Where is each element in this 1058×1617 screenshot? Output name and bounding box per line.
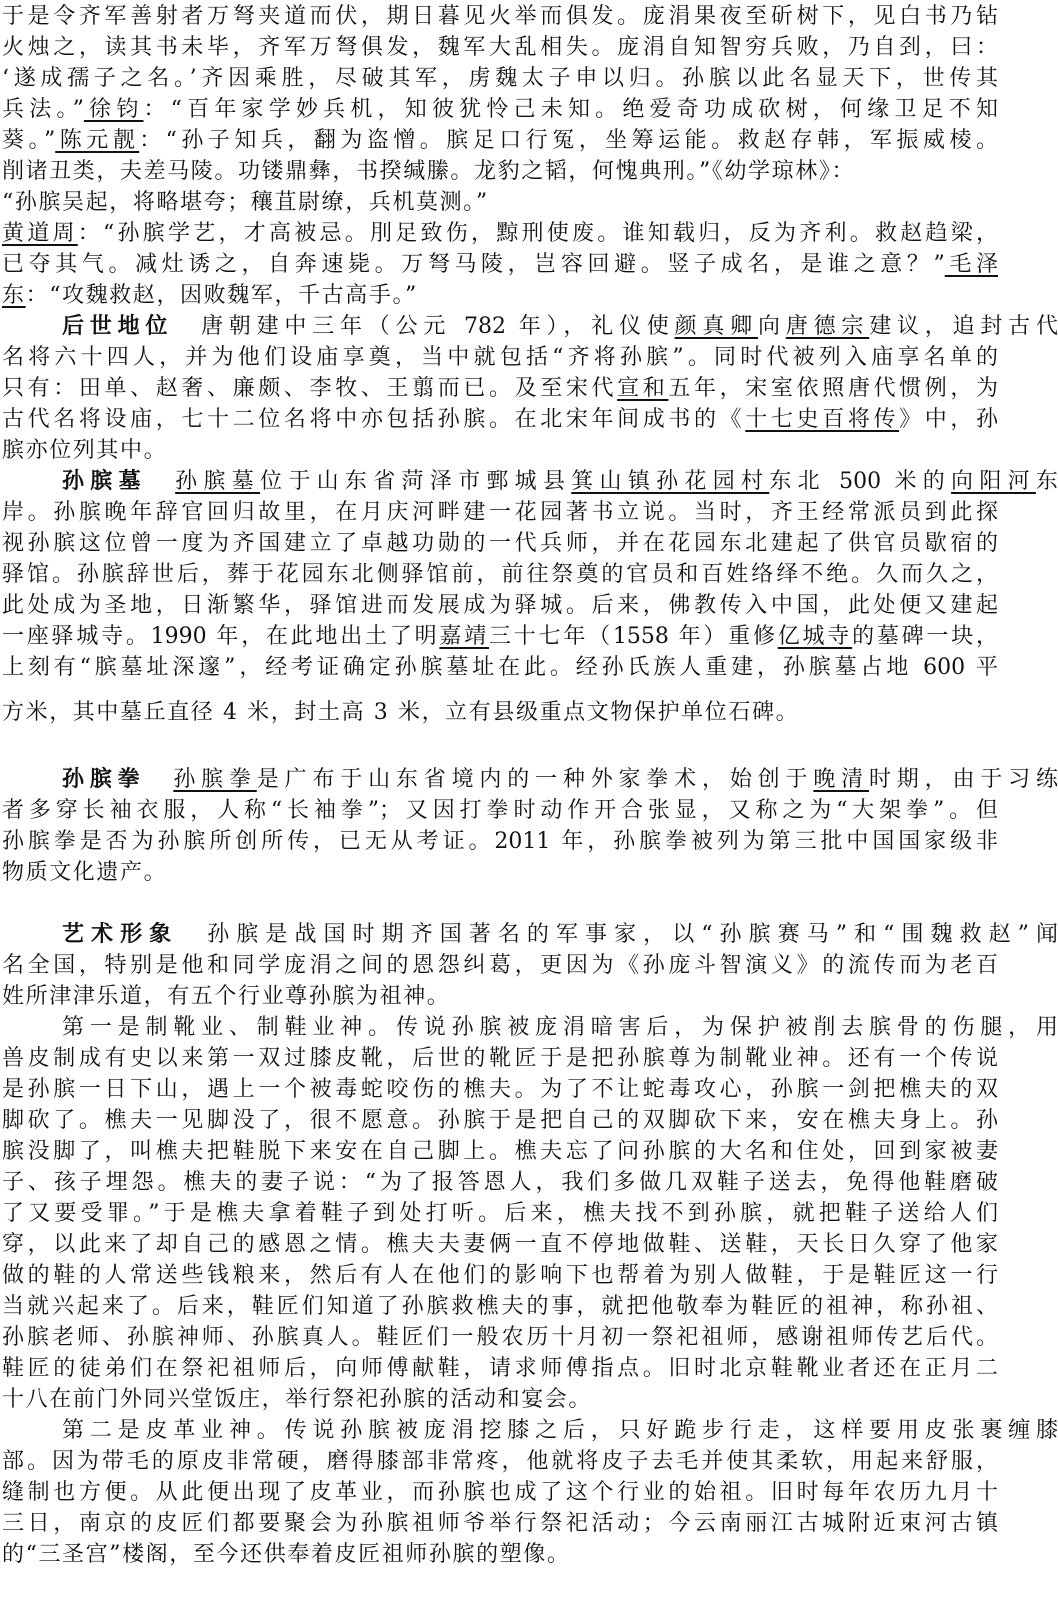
- text-run: 火烛之，读其书未毕，齐军万弩俱发，魏军大乱相失。庞涓自知智穷兵败，乃自刭，曰：: [2, 35, 998, 60]
- text-run: [147, 469, 175, 494]
- text-line: [2, 281, 998, 311]
- text-run: ：“攻魏救赵，因败魏军，千古高手。”: [25, 283, 418, 308]
- text-line: [2, 698, 998, 728]
- text-run: ：“百年家学妙兵机，知彼犹怜己未知。绝爱奇功成砍树，何缘卫足不知: [143, 97, 998, 122]
- text-line: [2, 1447, 998, 1477]
- text-run: 已夺其气。减灶诱之，自奔速毙。万弩马陵，岂容回避。竖子成名，是谁之意？”: [2, 252, 945, 277]
- text-line: [2, 1230, 998, 1260]
- text-run: 的墓碑一块，: [852, 624, 998, 649]
- hyperlink-term[interactable]: 徐钧: [83, 97, 144, 122]
- hyperlink-term[interactable]: 东: [2, 283, 26, 308]
- text-line: [2, 1540, 998, 1570]
- text-line: [2, 982, 998, 1012]
- text-run: 唐朝建中三年（公元 782 年），礼仪使: [173, 314, 675, 339]
- text-run: 视孙膑这位曾一度为齐国建立了卓越功勋的一代兵师，并在花园东北建起了供官员歇宿的: [2, 531, 998, 556]
- text-line: [2, 827, 998, 857]
- hyperlink-term[interactable]: 晚清: [813, 767, 869, 792]
- text-run: 穿，以此来了却自己的感恩之情。樵夫夫妻俩一直不停地做鞋、送鞋，天长日久穿了他家: [2, 1232, 998, 1257]
- text-run: 》中，孙: [899, 407, 998, 432]
- text-line: [2, 1199, 998, 1229]
- hyperlink-term[interactable]: 宣和: [617, 376, 669, 401]
- text-run: 东: [1035, 469, 1058, 494]
- text-line: [2, 951, 998, 981]
- text-run: 方米，其中墓丘直径 4 米，封土高 3 米，立有县级重点文物保护单位石碑。: [2, 700, 800, 725]
- text-run: 东北 500 米的: [769, 469, 952, 494]
- text-run: 此处成为圣地，日渐繁华，驿馆进而发展成为驿城。后来，佛教传入中国，此处便又建起: [2, 593, 998, 618]
- text-run: 姓所津津乐道，有五个行业尊孙膑为祖神。: [2, 984, 451, 1009]
- text-line: [2, 498, 998, 528]
- text-line: [2, 1478, 998, 1508]
- text-run: 当就兴起来了。后来，鞋匠们知道了孙膑救樵夫的事，就把他敬奉为鞋匠的祖神，称孙祖、: [2, 1294, 998, 1319]
- text-run: 名将六十四人，并为他们设庙享奠，当中就包括“齐将孙膑”。同时代被列入庙享名单的: [2, 345, 998, 370]
- text-run: 第二是皮革业神。传说孙膑被庞涓挖膝之后，只好跪步行走，这样要用皮张裹缠膝: [62, 1418, 1058, 1443]
- text-run: 第一是制靴业、制鞋业神。传说孙膑被庞涓暗害后，为保护被削去膑骨的伤腿，用: [62, 1015, 1058, 1040]
- text-run: 时期，由于习练: [868, 767, 1058, 792]
- text-run: 了又要受罪。”于是樵夫拿着鞋子到处打听。后来，樵夫找不到孙膑，就把鞋子送给人们: [2, 1201, 998, 1226]
- text-line: [2, 591, 998, 621]
- text-run: 部。因为带毛的原皮非常硬，磨得膝部非常疼，他就将皮子去毛并使其柔软，用起来舒服，: [2, 1449, 998, 1474]
- text-run: 三十七年（1558 年）重修: [488, 624, 778, 649]
- text-line: [2, 1168, 998, 1198]
- text-line: [2, 1075, 998, 1105]
- hyperlink-term[interactable]: 毛泽: [944, 252, 998, 277]
- text-line: [2, 467, 1058, 497]
- text-run: ：“孙子知兵，翻为盗憎。膑足口行冤，坐筹运能。救赵存韩，军振威棱。: [139, 128, 999, 153]
- section-heading: 孙膑拳: [62, 767, 146, 792]
- text-line: [2, 2, 998, 32]
- text-line: [2, 1261, 998, 1291]
- text-run: 做的鞋的人常送些钱粮来，然后有人在他们的影响下也帮着为别人做鞋，于是鞋匠这一行: [2, 1263, 998, 1288]
- text-line: [2, 765, 1058, 795]
- text-line: [2, 1106, 998, 1136]
- text-run: 只有：田单、赵奢、廉颇、李牧、王翦而已。及至宋代: [2, 376, 618, 401]
- text-line: [2, 1385, 998, 1415]
- text-run: 向: [757, 314, 786, 339]
- text-line: [2, 126, 998, 156]
- hyperlink-term[interactable]: 唐德宗: [785, 314, 870, 339]
- text-line: [2, 436, 998, 466]
- text-run: “孙膑吴起，将略堪夸；穰苴尉缭，兵机莫测。”: [2, 190, 489, 215]
- hyperlink-term[interactable]: 孙膑墓: [175, 469, 261, 494]
- text-run: 兽皮制成有史以来第一双过膝皮靴，后世的靴匠于是把孙膑尊为制靴业神。还有一个传说: [2, 1046, 998, 1071]
- text-run: 名全国，特别是他和同学庞涓之间的恩怨纠葛，更因为《孙庞斗智演义》的流传而为老百: [2, 953, 998, 978]
- text-line: [2, 374, 998, 404]
- hyperlink-term[interactable]: 十七史百将传: [745, 407, 900, 432]
- text-line: [2, 1137, 998, 1167]
- text-line: [2, 858, 998, 888]
- text-run: 驿馆。孙膑辞世后，葬于花园东北侧驿馆前，前往祭奠的官员和百姓络绎不绝。久而久之，: [2, 562, 998, 587]
- text-run: 建议，追封古代: [869, 314, 1058, 339]
- section-heading: 艺术形象: [62, 922, 179, 947]
- text-line: [2, 33, 998, 63]
- text-run: [145, 767, 173, 792]
- text-run: 五年，宋室依照唐代惯例，为: [668, 376, 998, 401]
- hyperlink-term[interactable]: 颜真卿: [674, 314, 758, 339]
- text-line: [2, 405, 998, 435]
- hyperlink-term[interactable]: 陈元靓: [55, 128, 140, 153]
- text-line: [2, 188, 998, 218]
- text-run: 孙膑老师、孙膑神师、孙膑真人。鞋匠们一般农历十月初一祭祀祖师，感谢祖师传艺后代。: [2, 1325, 998, 1350]
- text-run: 者多穿长袖衣服，人称“长袖拳”；又因打拳时动作开合张显，又称之为“大架拳”。但: [2, 798, 998, 823]
- text-run: 膑没脚了，叫樵夫把鞋脱下来安在自己脚上。樵夫忘了问孙膑的大名和住处，回到家被妻: [2, 1139, 998, 1164]
- text-run: 三日，南京的皮匠们都要聚会为孙膑祖师爷举行祭祀活动；今云南丽江古城附近束河古镇: [2, 1511, 998, 1536]
- section-heading: 孙膑墓: [62, 469, 147, 494]
- text-run: ：“孙膑学艺，才高被忌。刖足致伤，黥刑使废。谁知载归，反为齐利。救赵趋梁，: [77, 221, 998, 246]
- text-line: [2, 1292, 998, 1322]
- hyperlink-term[interactable]: 孙膑拳: [173, 767, 257, 792]
- text-line: [2, 64, 998, 94]
- text-line: [2, 920, 1058, 950]
- text-run: 一座驿城寺。1990 年，在此地出土了明: [2, 624, 440, 649]
- text-run: 孙膑是战国时期齐国著名的军事家，以“孙膑赛马”和“围魏救赵”闻: [178, 922, 1058, 947]
- text-line: [2, 343, 998, 373]
- text-line: [2, 1044, 998, 1074]
- section-heading: 后世地位: [62, 314, 174, 339]
- text-line: [2, 1509, 998, 1539]
- hyperlink-term[interactable]: 亿城寺: [777, 624, 853, 649]
- text-line: [2, 1354, 998, 1384]
- text-line: [2, 1416, 1058, 1446]
- hyperlink-term[interactable]: 箕山镇孙花园村: [571, 469, 770, 494]
- text-line: [2, 219, 998, 249]
- text-line: [2, 312, 1058, 342]
- text-line: [2, 560, 998, 590]
- text-line: [2, 157, 998, 187]
- text-run: 削诸丑类，夫差马陵。功镂鼎彝，书揆缄縢。龙豹之韬，何愧典刑。”《幼学琼林》：: [2, 159, 856, 184]
- text-run: 脚砍了。樵夫一见脚没了，很不愿意。孙膑于是把自己的双脚砍下来，安在樵夫身上。孙: [2, 1108, 998, 1133]
- text-run: 是广布于山东省境内的一种外家拳术，始创于: [256, 767, 814, 792]
- hyperlink-term[interactable]: 嘉靖: [439, 624, 489, 649]
- text-line: [2, 653, 998, 683]
- text-line: [2, 250, 998, 280]
- text-run: 十八在前门外同兴堂饭庄，举行祭祀孙膑的活动和宴会。: [2, 1387, 593, 1412]
- text-run: 上刻有“膑墓址深邃”，经考证确定孙膑墓址在此。经孙氏族人重建，孙膑墓占地 600 平: [2, 655, 998, 680]
- text-run: 物质文化遗产。: [2, 860, 168, 885]
- text-run: 古代名将设庙，七十二位名将中亦包括孙膑。在北宋年间成书的《: [2, 407, 746, 432]
- text-run: 于是令齐军善射者万弩夹道而伏，期日暮见火举而俱发。庞涓果夜至斫树下，见白书乃钻: [2, 4, 998, 29]
- text-line: [2, 796, 998, 826]
- text-line: [2, 529, 998, 559]
- text-run: 鞋匠的徒弟们在祭祀祖师后，向师傅献鞋，请求师傅指点。旧时北京鞋靴业者还在正月二: [2, 1356, 998, 1381]
- text-line: [2, 1323, 998, 1353]
- text-run: 岸。孙膑晚年辞官回归故里，在月庆河畔建一花园著书立说。当时，齐王经常派员到此探: [2, 500, 998, 525]
- text-run: 是孙膑一日下山，遇上一个被毒蛇咬伤的樵夫。为了不让蛇毒攻心，孙膑一剑把樵夫的双: [2, 1077, 998, 1102]
- text-run: 孙膑拳是否为孙膑所创所传，已无从考证。2011 年，孙膑拳被列为第三批中国国家级非: [2, 829, 998, 854]
- text-run: ‘遂成孺子之名。’齐因乘胜，尽破其军，虏魏太子申以归。孙膑以此名显天下，世传其: [2, 66, 998, 91]
- text-line: [2, 1013, 1058, 1043]
- hyperlink-term[interactable]: 黄道周: [2, 221, 78, 246]
- text-line: [2, 622, 998, 652]
- text-line: [2, 95, 998, 125]
- text-run: 位于山东省菏泽市鄄城县: [260, 469, 572, 494]
- text-run: 膑亦位列其中。: [2, 438, 168, 463]
- text-run: 子、孩子埋怨。樵夫的妻子说：“为了报答恩人，我们多做几双鞋子送去，免得他鞋磨破: [2, 1170, 998, 1195]
- text-run: 的“三圣宫”楼阁，至今还供奉着皮匠祖师孙膑的塑像。: [2, 1542, 571, 1567]
- text-run: 缝制也方便。从此便出现了皮革业，而孙膑也成了这个行业的始祖。旧时每年农历九月十: [2, 1480, 998, 1505]
- text-run: 兵法。”: [2, 97, 84, 122]
- hyperlink-term[interactable]: 向阳河: [951, 469, 1036, 494]
- text-run: 葵。”: [2, 128, 56, 153]
